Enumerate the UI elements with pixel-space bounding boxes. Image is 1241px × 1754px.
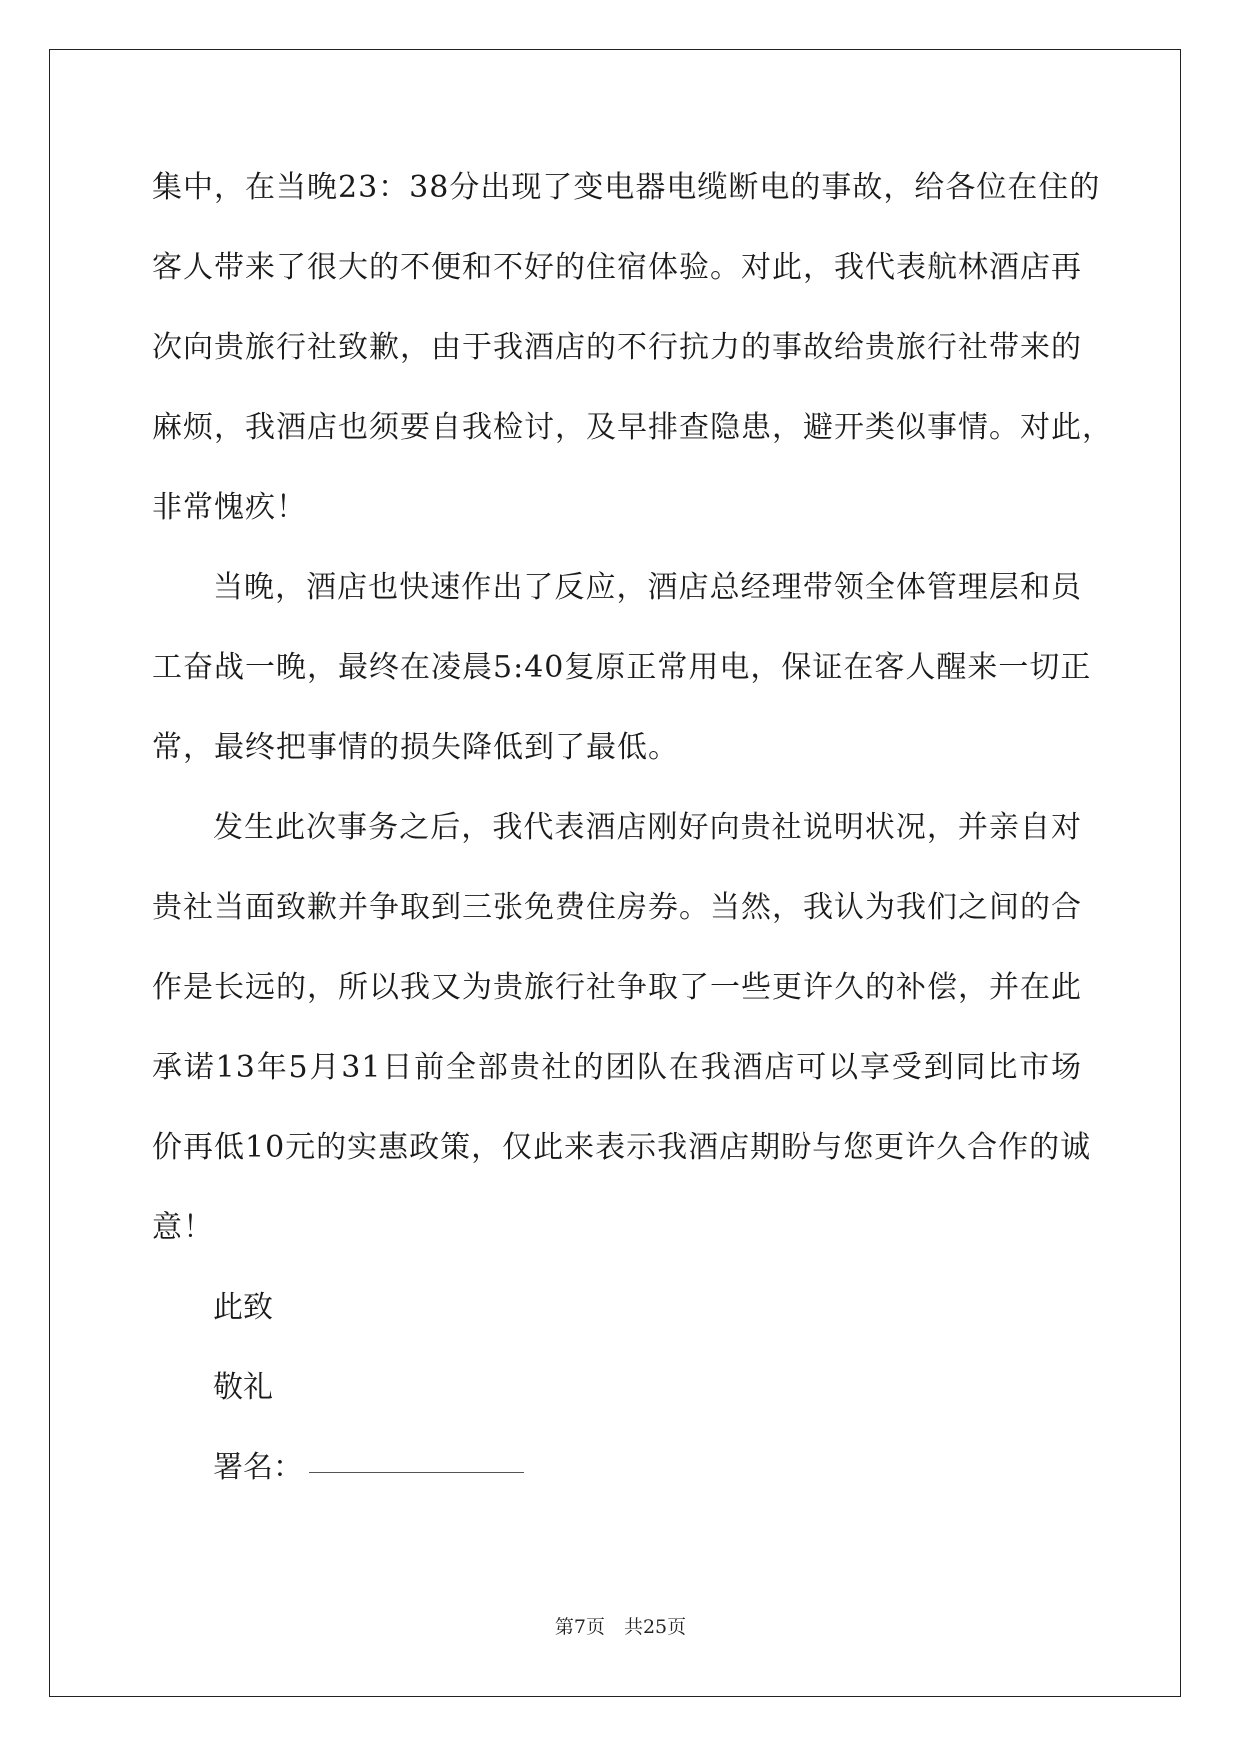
signature-line <box>152 1440 1082 1520</box>
text-line: 发生此次事务之后，我代表酒店刚好向贵社说明状况，并亲自对 <box>213 810 1082 845</box>
text-line: 非常愧疚！ <box>152 490 307 525</box>
text-line: 麻烦，我酒店也须要自我检讨，及早排查隐患，避开类似事情。对此， <box>152 410 1113 445</box>
text-line: 次向贵旅行社致歉，由于我酒店的不行抗力的事故给贵旅行社带来的 <box>152 330 1082 365</box>
text-line: 客人带来了很大的不便和不好的住宿体验。对此，我代表航林酒店再 <box>152 250 1082 285</box>
text-line: 贵社当面致歉并争取到三张免费住房券。当然，我认为我们之间的合 <box>152 890 1082 925</box>
letter-body <box>152 160 1113 1520</box>
text-line: 当晚，酒店也快速作出了反应，酒店总经理带领全体管理层和员 <box>213 570 1082 605</box>
text-line: 常，最终把事情的损失降低到了最低。 <box>152 730 679 765</box>
text-line: 工奋战一晚，最终在凌晨5:40复原正常用电，保证在客人醒来一切正 <box>152 650 1092 685</box>
closing-salutation: 此致 <box>213 1290 273 1325</box>
closing-regards: 敬礼 <box>213 1370 273 1405</box>
page-number: 第7页 共25页 <box>554 1616 687 1638</box>
text-line: 承诺13年5月31日前全部贵社的团队在我酒店可以享受到同比市场 <box>152 1050 1082 1085</box>
signature-label: 署名： <box>213 1450 303 1485</box>
text-line: 作是长远的，所以我又为贵旅行社争取了一些更许久的补偿，并在此 <box>152 970 1082 1005</box>
signature-blank <box>309 1472 524 1473</box>
text-line: 价再低10元的实惠政策，仅此来表示我酒店期盼与您更许久合作的诚 <box>152 1130 1092 1165</box>
text-line: 意！ <box>152 1210 214 1245</box>
text-line: 集中，在当晚23：38分出现了变电器电缆断电的事故，给各位在住的 <box>152 170 1101 205</box>
